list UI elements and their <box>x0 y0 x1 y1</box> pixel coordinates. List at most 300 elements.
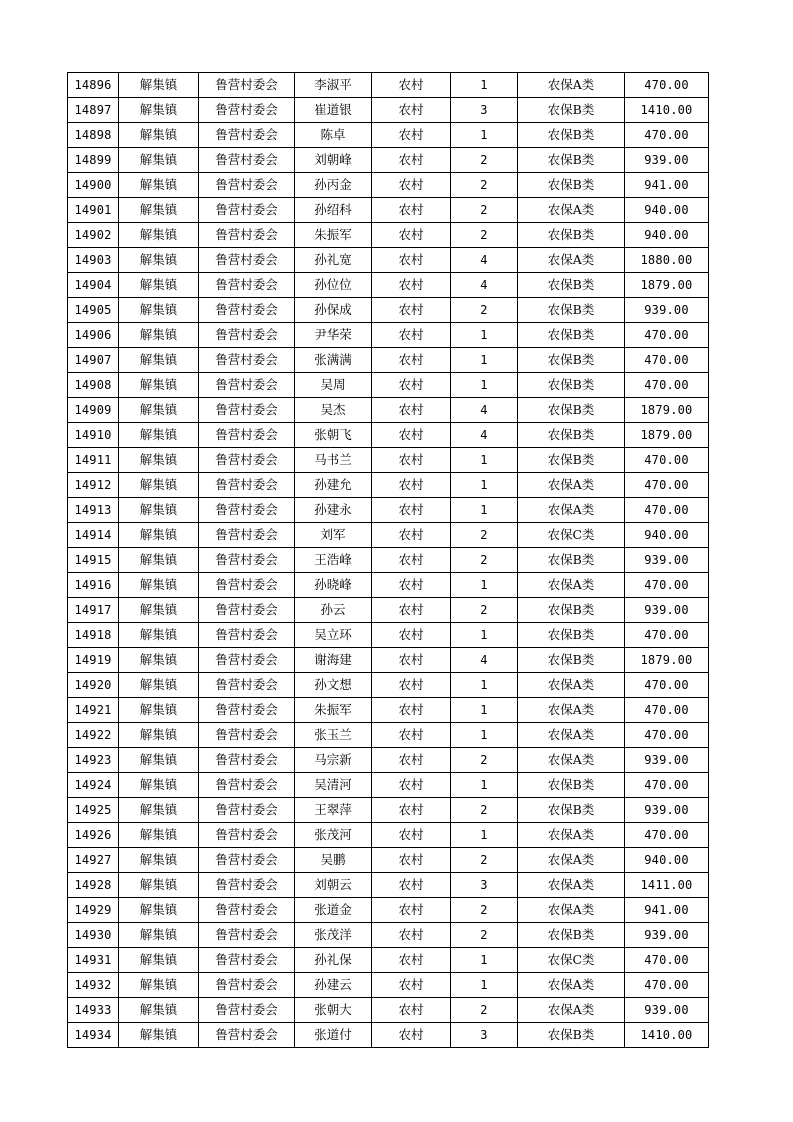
table-row <box>68 523 709 548</box>
table-row <box>68 498 709 523</box>
name-cell: 陈卓 <box>295 123 372 148</box>
household-count-cell: 2 <box>451 898 518 923</box>
amount-cell: 470.00 <box>625 73 709 98</box>
village-committee-cell: 鲁营村委会 <box>199 923 295 948</box>
category-cell: 农保B类 <box>518 348 625 373</box>
town-cell: 解集镇 <box>119 323 199 348</box>
record-id-cell: 14920 <box>68 673 119 698</box>
category-cell: 农保A类 <box>518 248 625 273</box>
town-cell: 解集镇 <box>119 623 199 648</box>
household-count-cell: 1 <box>451 73 518 98</box>
area-type-cell: 农村 <box>372 73 451 98</box>
household-count-cell: 1 <box>451 823 518 848</box>
village-committee-cell: 鲁营村委会 <box>199 873 295 898</box>
table-row <box>68 223 709 248</box>
area-type-cell: 农村 <box>372 998 451 1023</box>
record-id-cell: 14902 <box>68 223 119 248</box>
village-committee-cell: 鲁营村委会 <box>199 98 295 123</box>
amount-cell: 470.00 <box>625 723 709 748</box>
village-committee-cell: 鲁营村委会 <box>199 723 295 748</box>
category-cell: 农保B类 <box>518 623 625 648</box>
household-count-cell: 2 <box>451 998 518 1023</box>
amount-cell: 1880.00 <box>625 248 709 273</box>
category-cell: 农保B类 <box>518 298 625 323</box>
village-committee-cell: 鲁营村委会 <box>199 748 295 773</box>
table-row <box>68 373 709 398</box>
town-cell: 解集镇 <box>119 498 199 523</box>
record-id-cell: 14916 <box>68 573 119 598</box>
record-id-cell: 14908 <box>68 373 119 398</box>
record-id-cell: 14932 <box>68 973 119 998</box>
name-cell: 朱振军 <box>295 698 372 723</box>
name-cell: 吴杰 <box>295 398 372 423</box>
town-cell: 解集镇 <box>119 873 199 898</box>
village-committee-cell: 鲁营村委会 <box>199 648 295 673</box>
category-cell: 农保B类 <box>518 398 625 423</box>
town-cell: 解集镇 <box>119 973 199 998</box>
name-cell: 刘军 <box>295 523 372 548</box>
area-type-cell: 农村 <box>372 848 451 873</box>
record-id-cell: 14921 <box>68 698 119 723</box>
category-cell: 农保B类 <box>518 423 625 448</box>
area-type-cell: 农村 <box>372 773 451 798</box>
area-type-cell: 农村 <box>372 548 451 573</box>
town-cell: 解集镇 <box>119 148 199 173</box>
village-committee-cell: 鲁营村委会 <box>199 998 295 1023</box>
household-count-cell: 4 <box>451 398 518 423</box>
town-cell: 解集镇 <box>119 123 199 148</box>
category-cell: 农保A类 <box>518 848 625 873</box>
household-count-cell: 1 <box>451 948 518 973</box>
record-id-cell: 14924 <box>68 773 119 798</box>
amount-cell: 470.00 <box>625 498 709 523</box>
name-cell: 王翠萍 <box>295 798 372 823</box>
area-type-cell: 农村 <box>372 623 451 648</box>
name-cell: 张朝大 <box>295 998 372 1023</box>
record-id-cell: 14896 <box>68 73 119 98</box>
category-cell: 农保A类 <box>518 973 625 998</box>
town-cell: 解集镇 <box>119 398 199 423</box>
table-row <box>68 423 709 448</box>
town-cell: 解集镇 <box>119 998 199 1023</box>
category-cell: 农保A类 <box>518 873 625 898</box>
record-id-cell: 14906 <box>68 323 119 348</box>
category-cell: 农保A类 <box>518 723 625 748</box>
amount-cell: 1411.00 <box>625 873 709 898</box>
village-committee-cell: 鲁营村委会 <box>199 848 295 873</box>
village-committee-cell: 鲁营村委会 <box>199 348 295 373</box>
table-row <box>68 973 709 998</box>
area-type-cell: 农村 <box>372 423 451 448</box>
name-cell: 崔道银 <box>295 98 372 123</box>
amount-cell: 939.00 <box>625 748 709 773</box>
category-cell: 农保A类 <box>518 498 625 523</box>
town-cell: 解集镇 <box>119 923 199 948</box>
name-cell: 孙礼保 <box>295 948 372 973</box>
record-id-cell: 14926 <box>68 823 119 848</box>
household-count-cell: 3 <box>451 873 518 898</box>
record-id-cell: 14931 <box>68 948 119 973</box>
village-committee-cell: 鲁营村委会 <box>199 248 295 273</box>
area-type-cell: 农村 <box>372 148 451 173</box>
village-committee-cell: 鲁营村委会 <box>199 798 295 823</box>
category-cell: 农保B类 <box>518 98 625 123</box>
town-cell: 解集镇 <box>119 448 199 473</box>
name-cell: 孙云 <box>295 598 372 623</box>
village-committee-cell: 鲁营村委会 <box>199 73 295 98</box>
record-id-cell: 14901 <box>68 198 119 223</box>
village-committee-cell: 鲁营村委会 <box>199 198 295 223</box>
table-row <box>68 648 709 673</box>
amount-cell: 940.00 <box>625 198 709 223</box>
name-cell: 吴周 <box>295 373 372 398</box>
name-cell: 马宗新 <box>295 748 372 773</box>
area-type-cell: 农村 <box>372 173 451 198</box>
village-committee-cell: 鲁营村委会 <box>199 573 295 598</box>
household-count-cell: 1 <box>451 773 518 798</box>
town-cell: 解集镇 <box>119 648 199 673</box>
village-committee-cell: 鲁营村委会 <box>199 773 295 798</box>
amount-cell: 470.00 <box>625 973 709 998</box>
table-row <box>68 773 709 798</box>
area-type-cell: 农村 <box>372 723 451 748</box>
table-row <box>68 98 709 123</box>
record-id-cell: 14927 <box>68 848 119 873</box>
record-id-cell: 14919 <box>68 648 119 673</box>
category-cell: 农保B类 <box>518 323 625 348</box>
area-type-cell: 农村 <box>372 748 451 773</box>
table-row <box>68 998 709 1023</box>
village-committee-cell: 鲁营村委会 <box>199 298 295 323</box>
village-committee-cell: 鲁营村委会 <box>199 1023 295 1048</box>
area-type-cell: 农村 <box>372 223 451 248</box>
town-cell: 解集镇 <box>119 473 199 498</box>
amount-cell: 939.00 <box>625 298 709 323</box>
town-cell: 解集镇 <box>119 573 199 598</box>
village-committee-cell: 鲁营村委会 <box>199 498 295 523</box>
household-count-cell: 1 <box>451 323 518 348</box>
household-count-cell: 1 <box>451 448 518 473</box>
name-cell: 朱振军 <box>295 223 372 248</box>
table-row <box>68 623 709 648</box>
household-count-cell: 3 <box>451 98 518 123</box>
name-cell: 孙保成 <box>295 298 372 323</box>
table-row <box>68 898 709 923</box>
category-cell: 农保A类 <box>518 748 625 773</box>
household-count-cell: 2 <box>451 923 518 948</box>
name-cell: 刘朝峰 <box>295 148 372 173</box>
category-cell: 农保A类 <box>518 698 625 723</box>
category-cell: 农保B类 <box>518 598 625 623</box>
household-count-cell: 4 <box>451 248 518 273</box>
area-type-cell: 农村 <box>372 898 451 923</box>
household-count-cell: 1 <box>451 973 518 998</box>
table-row <box>68 248 709 273</box>
amount-cell: 939.00 <box>625 923 709 948</box>
area-type-cell: 农村 <box>372 873 451 898</box>
amount-cell: 940.00 <box>625 223 709 248</box>
amount-cell: 470.00 <box>625 323 709 348</box>
amount-cell: 941.00 <box>625 898 709 923</box>
household-count-cell: 1 <box>451 573 518 598</box>
household-count-cell: 2 <box>451 198 518 223</box>
town-cell: 解集镇 <box>119 73 199 98</box>
household-count-cell: 1 <box>451 723 518 748</box>
table-row <box>68 448 709 473</box>
area-type-cell: 农村 <box>372 1023 451 1048</box>
table-row <box>68 573 709 598</box>
area-type-cell: 农村 <box>372 123 451 148</box>
household-count-cell: 2 <box>451 598 518 623</box>
household-count-cell: 1 <box>451 623 518 648</box>
amount-cell: 939.00 <box>625 598 709 623</box>
household-count-cell: 4 <box>451 423 518 448</box>
name-cell: 张朝飞 <box>295 423 372 448</box>
name-cell: 孙文想 <box>295 673 372 698</box>
table-row <box>68 73 709 98</box>
category-cell: 农保A类 <box>518 73 625 98</box>
name-cell: 吴清河 <box>295 773 372 798</box>
village-committee-cell: 鲁营村委会 <box>199 898 295 923</box>
town-cell: 解集镇 <box>119 548 199 573</box>
town-cell: 解集镇 <box>119 423 199 448</box>
record-id-cell: 14898 <box>68 123 119 148</box>
household-count-cell: 2 <box>451 173 518 198</box>
town-cell: 解集镇 <box>119 798 199 823</box>
amount-cell: 1879.00 <box>625 273 709 298</box>
name-cell: 刘朝云 <box>295 873 372 898</box>
table-row <box>68 748 709 773</box>
town-cell: 解集镇 <box>119 673 199 698</box>
area-type-cell: 农村 <box>372 598 451 623</box>
category-cell: 农保B类 <box>518 548 625 573</box>
category-cell: 农保B类 <box>518 173 625 198</box>
amount-cell: 939.00 <box>625 798 709 823</box>
town-cell: 解集镇 <box>119 248 199 273</box>
village-committee-cell: 鲁营村委会 <box>199 473 295 498</box>
household-count-cell: 3 <box>451 1023 518 1048</box>
area-type-cell: 农村 <box>372 973 451 998</box>
name-cell: 李淑平 <box>295 73 372 98</box>
category-cell: 农保A类 <box>518 573 625 598</box>
town-cell: 解集镇 <box>119 273 199 298</box>
amount-cell: 470.00 <box>625 473 709 498</box>
amount-cell: 1879.00 <box>625 648 709 673</box>
village-committee-cell: 鲁营村委会 <box>199 698 295 723</box>
table-row <box>68 823 709 848</box>
category-cell: 农保C类 <box>518 523 625 548</box>
amount-cell: 470.00 <box>625 823 709 848</box>
village-committee-cell: 鲁营村委会 <box>199 223 295 248</box>
name-cell: 孙晓峰 <box>295 573 372 598</box>
category-cell: 农保B类 <box>518 273 625 298</box>
village-committee-cell: 鲁营村委会 <box>199 148 295 173</box>
name-cell: 孙礼宽 <box>295 248 372 273</box>
record-id-cell: 14910 <box>68 423 119 448</box>
town-cell: 解集镇 <box>119 823 199 848</box>
name-cell: 马书兰 <box>295 448 372 473</box>
table-row <box>68 298 709 323</box>
household-count-cell: 4 <box>451 273 518 298</box>
table-row <box>68 723 709 748</box>
category-cell: 农保A类 <box>518 473 625 498</box>
amount-cell: 470.00 <box>625 123 709 148</box>
name-cell: 张道付 <box>295 1023 372 1048</box>
category-cell: 农保A类 <box>518 823 625 848</box>
area-type-cell: 农村 <box>372 823 451 848</box>
amount-cell: 939.00 <box>625 548 709 573</box>
village-committee-cell: 鲁营村委会 <box>199 973 295 998</box>
name-cell: 张道金 <box>295 898 372 923</box>
record-id-cell: 14928 <box>68 873 119 898</box>
name-cell: 张满满 <box>295 348 372 373</box>
household-count-cell: 1 <box>451 473 518 498</box>
village-committee-cell: 鲁营村委会 <box>199 273 295 298</box>
town-cell: 解集镇 <box>119 698 199 723</box>
area-type-cell: 农村 <box>372 923 451 948</box>
household-count-cell: 2 <box>451 148 518 173</box>
household-count-cell: 2 <box>451 798 518 823</box>
table-row <box>68 123 709 148</box>
household-count-cell: 4 <box>451 648 518 673</box>
record-id-cell: 14904 <box>68 273 119 298</box>
area-type-cell: 农村 <box>372 373 451 398</box>
category-cell: 农保B类 <box>518 798 625 823</box>
name-cell: 孙建允 <box>295 473 372 498</box>
table-row <box>68 948 709 973</box>
name-cell: 孙位位 <box>295 273 372 298</box>
record-id-cell: 14897 <box>68 98 119 123</box>
record-id-cell: 14925 <box>68 798 119 823</box>
village-committee-cell: 鲁营村委会 <box>199 823 295 848</box>
household-count-cell: 1 <box>451 123 518 148</box>
household-count-cell: 1 <box>451 373 518 398</box>
town-cell: 解集镇 <box>119 223 199 248</box>
village-committee-cell: 鲁营村委会 <box>199 423 295 448</box>
category-cell: 农保A类 <box>518 998 625 1023</box>
area-type-cell: 农村 <box>372 398 451 423</box>
household-count-cell: 1 <box>451 698 518 723</box>
name-cell: 张茂河 <box>295 823 372 848</box>
amount-cell: 470.00 <box>625 448 709 473</box>
amount-cell: 470.00 <box>625 698 709 723</box>
town-cell: 解集镇 <box>119 723 199 748</box>
amount-cell: 1879.00 <box>625 423 709 448</box>
town-cell: 解集镇 <box>119 598 199 623</box>
town-cell: 解集镇 <box>119 373 199 398</box>
record-id-cell: 14933 <box>68 998 119 1023</box>
village-committee-cell: 鲁营村委会 <box>199 548 295 573</box>
area-type-cell: 农村 <box>372 473 451 498</box>
amount-cell: 470.00 <box>625 623 709 648</box>
amount-cell: 470.00 <box>625 373 709 398</box>
village-committee-cell: 鲁营村委会 <box>199 323 295 348</box>
town-cell: 解集镇 <box>119 98 199 123</box>
amount-cell: 940.00 <box>625 848 709 873</box>
table-row <box>68 923 709 948</box>
amount-cell: 939.00 <box>625 998 709 1023</box>
category-cell: 农保B类 <box>518 1023 625 1048</box>
record-id-cell: 14918 <box>68 623 119 648</box>
name-cell: 张玉兰 <box>295 723 372 748</box>
amount-cell: 939.00 <box>625 148 709 173</box>
record-id-cell: 14899 <box>68 148 119 173</box>
area-type-cell: 农村 <box>372 648 451 673</box>
area-type-cell: 农村 <box>372 273 451 298</box>
village-committee-cell: 鲁营村委会 <box>199 598 295 623</box>
table-row <box>68 198 709 223</box>
subsidy-roster-table <box>67 72 709 1048</box>
name-cell: 孙建永 <box>295 498 372 523</box>
area-type-cell: 农村 <box>372 248 451 273</box>
village-committee-cell: 鲁营村委会 <box>199 948 295 973</box>
name-cell: 孙丙金 <box>295 173 372 198</box>
record-id-cell: 14929 <box>68 898 119 923</box>
amount-cell: 1879.00 <box>625 398 709 423</box>
table-row <box>68 698 709 723</box>
table-row <box>68 548 709 573</box>
category-cell: 农保B类 <box>518 773 625 798</box>
record-id-cell: 14900 <box>68 173 119 198</box>
household-count-cell: 1 <box>451 348 518 373</box>
category-cell: 农保B类 <box>518 123 625 148</box>
village-committee-cell: 鲁营村委会 <box>199 398 295 423</box>
name-cell: 尹华荣 <box>295 323 372 348</box>
record-id-cell: 14914 <box>68 523 119 548</box>
name-cell: 孙建云 <box>295 973 372 998</box>
category-cell: 农保B类 <box>518 448 625 473</box>
table-row <box>68 273 709 298</box>
area-type-cell: 农村 <box>372 323 451 348</box>
table-row <box>68 798 709 823</box>
table-row <box>68 673 709 698</box>
category-cell: 农保A类 <box>518 898 625 923</box>
record-id-cell: 14917 <box>68 598 119 623</box>
area-type-cell: 农村 <box>372 198 451 223</box>
table-row <box>68 398 709 423</box>
town-cell: 解集镇 <box>119 948 199 973</box>
category-cell: 农保B类 <box>518 923 625 948</box>
name-cell: 谢海建 <box>295 648 372 673</box>
name-cell: 吴立环 <box>295 623 372 648</box>
town-cell: 解集镇 <box>119 198 199 223</box>
table-row <box>68 873 709 898</box>
town-cell: 解集镇 <box>119 748 199 773</box>
area-type-cell: 农村 <box>372 673 451 698</box>
category-cell: 农保C类 <box>518 948 625 973</box>
record-id-cell: 14905 <box>68 298 119 323</box>
household-count-cell: 2 <box>451 223 518 248</box>
category-cell: 农保B类 <box>518 648 625 673</box>
amount-cell: 1410.00 <box>625 1023 709 1048</box>
town-cell: 解集镇 <box>119 1023 199 1048</box>
village-committee-cell: 鲁营村委会 <box>199 123 295 148</box>
category-cell: 农保B类 <box>518 373 625 398</box>
amount-cell: 940.00 <box>625 523 709 548</box>
area-type-cell: 农村 <box>372 298 451 323</box>
household-count-cell: 2 <box>451 298 518 323</box>
amount-cell: 1410.00 <box>625 98 709 123</box>
record-id-cell: 14903 <box>68 248 119 273</box>
household-count-cell: 2 <box>451 748 518 773</box>
town-cell: 解集镇 <box>119 898 199 923</box>
town-cell: 解集镇 <box>119 298 199 323</box>
name-cell: 孙绍科 <box>295 198 372 223</box>
area-type-cell: 农村 <box>372 98 451 123</box>
amount-cell: 470.00 <box>625 673 709 698</box>
town-cell: 解集镇 <box>119 848 199 873</box>
category-cell: 农保A类 <box>518 198 625 223</box>
